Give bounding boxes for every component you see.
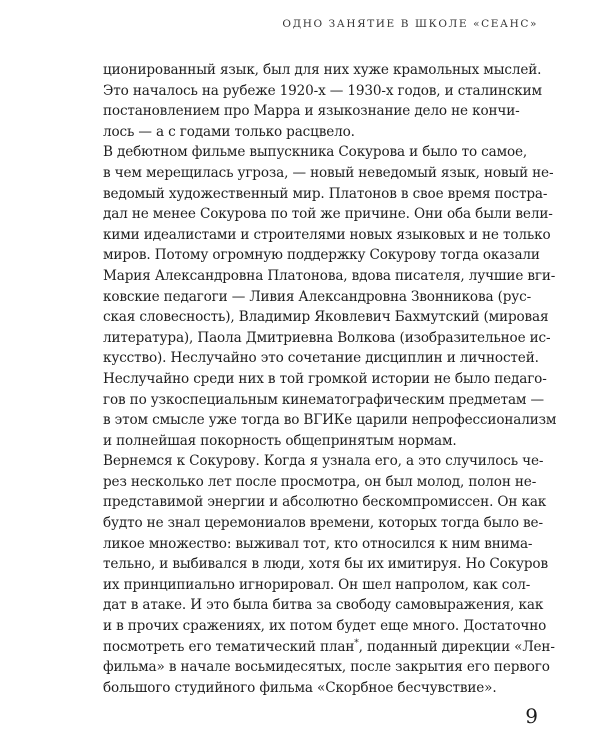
- text-line: ская словесность), Владимир Яковлевич Бахмутский (мировая: [103, 309, 549, 326]
- text-line: лось — а с годами только расцвело.: [103, 123, 355, 140]
- text-line: дал не менее Сокурова по той же причине. Они оба были вели-: [103, 206, 553, 223]
- text-line: и полнейшая покорность общепринятым нормам.: [103, 432, 457, 449]
- text-line: в чем мерещилась угроза, — новый неведомый язык, новый не-: [103, 164, 554, 181]
- text-line: Вернемся к Сокурову. Когда я узнала его, а это случилось че-: [103, 453, 544, 470]
- text-line: фильма» в начале восьмидесятых, после закрытия его первого: [103, 659, 550, 676]
- body-text: [103, 60, 557, 698]
- footnote-mark[interactable]: *: [354, 638, 359, 649]
- footnote-ref-text: посмотреть его тематический план: [103, 638, 355, 655]
- footnote-ref-text-end: , поданный дирекции «Лен-: [358, 638, 555, 655]
- text-line: постановлением про Марра и языкознание дело не кончи-: [103, 103, 520, 120]
- text-line: ционированный язык, был для них хуже крамольных мыслей.: [103, 62, 542, 78]
- text-line: Это началось на рубеже 1920-х — 1930-х годов, и сталинским: [103, 82, 542, 99]
- text-line: дат в атаке. И это была битва за свободу самовыражения, как: [103, 597, 544, 614]
- text-line: литература), Паола Дмитриевна Волкова (изобразительное ис-: [103, 329, 551, 346]
- text-line: В дебютном фильме выпускника Сокурова и было то самое,: [103, 144, 528, 161]
- text-line: ковские педагоги — Ливия Александровна Звонникова (рус-: [103, 288, 532, 305]
- text-line: представимой энергии и абсолютно бескомпромиссен. Он как: [103, 494, 547, 511]
- text-line: ликое множество: выживал тот, кто относился к ним внима-: [103, 535, 533, 552]
- page-number: 9: [525, 704, 538, 728]
- running-head: ОДНО ЗАНЯТИЕ В ШКОЛЕ «СЕАНС»: [282, 18, 538, 30]
- text-line: миров. Потому огромную поддержку Сокурову тогда оказали: [103, 247, 540, 264]
- text-line: Неслучайно среди них в той громкой истории не было педаго-: [103, 370, 547, 387]
- text-line: в этом смысле уже тогда во ВГИКе царили непрофессионализм: [103, 412, 557, 429]
- text-line: и в прочих сражениях, их потом будет еще много. Достаточно: [103, 618, 547, 635]
- text-line: большого студийного фильма «Скорбное бесчувствие».: [103, 679, 497, 696]
- text-line: ведомый художественный мир. Платонов в свое время постра-: [103, 185, 548, 202]
- footnote-ref-line: [103, 637, 555, 658]
- text-line: тельно, и выбивался в люди, хотя бы их имитируя. Но Сокуров: [103, 556, 548, 573]
- text-line: гов по узкоспециальным кинематографическим предметам —: [103, 391, 544, 408]
- text-line: будто не знал церемониалов времени, которых тогда было ве-: [103, 515, 543, 532]
- text-line: их принципиально игнорировал. Он шел напролом, как сол-: [103, 576, 531, 593]
- text-line: Мария Александровна Платонова, вдова писателя, лучшие вги-: [103, 267, 556, 284]
- text-line: кими идеалистами и строителями новых языковых и не только: [103, 226, 551, 243]
- text-line: рез несколько лет после просмотра, он был молод, полон не-: [103, 473, 537, 490]
- text-line: кусство). Неслучайно это сочетание дисциплин и личностей.: [103, 350, 539, 367]
